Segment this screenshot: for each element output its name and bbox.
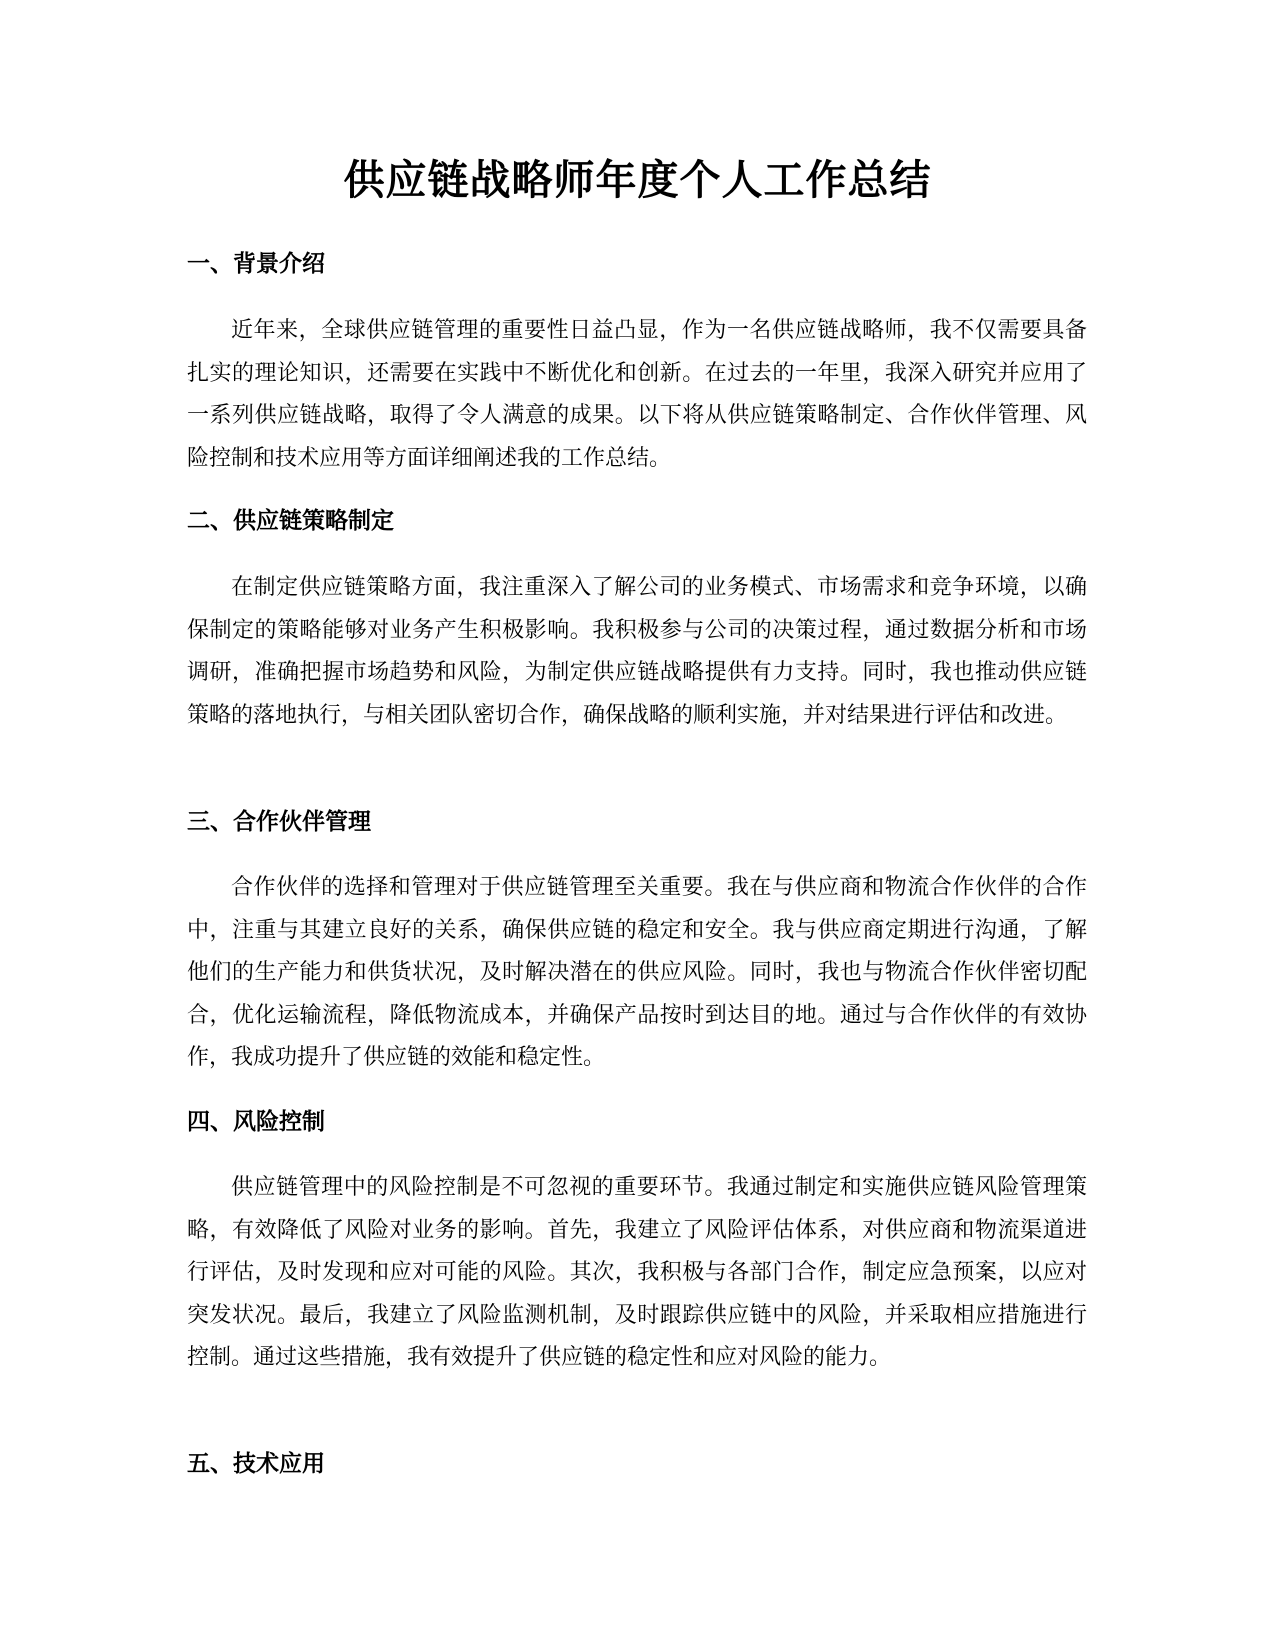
section-heading-partners: 三、合作伙伴管理 <box>187 809 371 835</box>
section-body-risk: 供应链管理中的风险控制是不可忽视的重要环节。我通过制定和实施供应链风险管理策略，有效降低了风险对业务的影响。首先，我建立了风险评估体系，对供应商和物流渠道进行评估，及时发现和应对可能的风险。其次，我积极与各部门合作，制定应急预案，以应对突发状况。最后，我建立了风险监测机制，及时跟踪供应链中的风险，并采取相应措施进行控制。通过这些措施，我有效提升了供应链的稳定性和应对风险的能力。 <box>187 1175 1087 1371</box>
section-heading-risk: 四、风险控制 <box>187 1109 325 1135</box>
section-heading-background: 一、背景介绍 <box>187 251 325 277</box>
section-body-strategy: 在制定供应链策略方面，我注重深入了解公司的业务模式、市场需求和竞争环境，以确保制定的策略能够对业务产生积极影响。我积极参与公司的决策过程，通过数据分析和市场调研，准确把握市场趋势和风险，为制定供应链战略提供有力支持。同时，我也推动供应链策略的落地执行，与相关团队密切合作，确保战略的顺利实施，并对结果进行评估和改进。 <box>187 575 1087 728</box>
section-heading-strategy: 二、供应链策略制定 <box>187 508 394 534</box>
document-title: 供应链战略师年度个人工作总结 <box>343 156 932 204</box>
section-body-background: 近年来，全球供应链管理的重要性日益凸显，作为一名供应链战略师，我不仅需要具备扎实的理论知识，还需要在实践中不断优化和创新。在过去的一年里，我深入研究并应用了一系列供应链战略，取得了令人满意的成果。以下将从供应链策略制定、合作伙伴管理、风险控制和技术应用等方面详细阐述我的工作总结。 <box>187 318 1087 471</box>
section-body-partners: 合作伙伴的选择和管理对于供应链管理至关重要。我在与供应商和物流合作伙伴的合作中，注重与其建立良好的关系，确保供应链的稳定和安全。我与供应商定期进行沟通，了解他们的生产能力和供货状况，及时解决潜在的供应风险。同时，我也与物流合作伙伴密切配合，优化运输流程，降低物流成本，并确保产品按时到达目的地。通过与合作伙伴的有效协作，我成功提升了供应链的效能和稳定性。 <box>187 875 1087 1071</box>
section-heading-technology: 五、技术应用 <box>187 1451 325 1477</box>
